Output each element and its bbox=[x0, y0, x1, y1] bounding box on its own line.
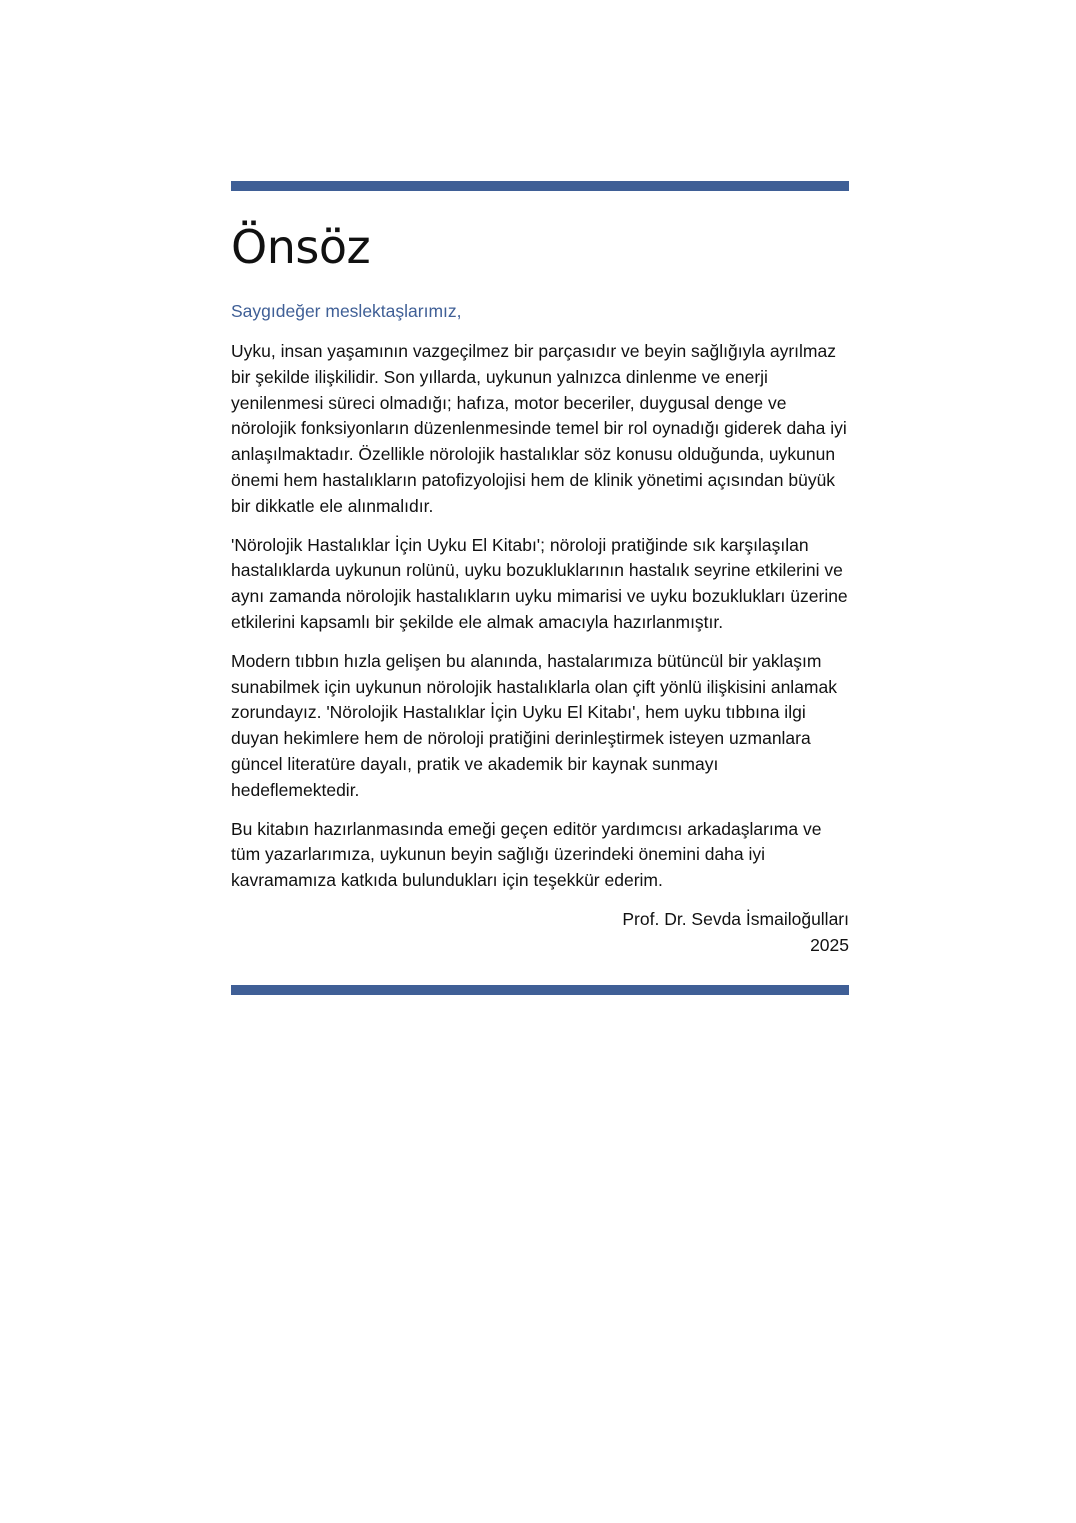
signature-name: Prof. Dr. Sevda İsmailoğulları bbox=[622, 908, 849, 929]
paragraph-3: Modern tıbbın hızla gelişen bu alanında, hastalarımıza bütüncül bir yaklaşım sunabilmek için uykunun nörolojik hastalıklarla olan çift yönlü ilişkisini anlamak zorundayız. 'Nörolojik Hastalıklar İçin Uyku El Kitabı', hem uyku tıbbına ilgi duyan hekimlere hem de nöroloji pratiğini derinleştirmek isteyen uzmanlara güncel literatüre dayalı, pratik ve akademik bir kaynak sunmayı hedeflemektedir. bbox=[231, 650, 837, 800]
paragraph-4: Bu kitabın hazırlanmasında emeği geçen editör yardımcısı arkadaşlarıma ve tüm yazarlarımıza, uykunun beyin sağlığı üzerindeki önemini daha iyi kavramamıza katkıda bulundukları için teşekkür ederim. bbox=[231, 818, 822, 891]
bottom-divider bbox=[231, 985, 849, 995]
page-title: Önsöz bbox=[231, 220, 371, 274]
salutation: Saygıdeğer meslektaşlarımız, bbox=[231, 301, 462, 321]
preface-page bbox=[231, 181, 849, 995]
signature-block bbox=[231, 907, 849, 959]
paragraph-1: Uyku, insan yaşamının vazgeçilmez bir parçasıdır ve beyin sağlığıyla ayrılmaz bir şekilde ilişkilidir. Son yıllarda, uykunun yalnızca dinlenme ve enerji yenilenmesi süreci olmadığı; hafıza, motor beceriler, duygusal denge ve nörolojik fonksiyonların düzenlenmesinde temel bir rol oynadığı giderek daha iyi anlaşılmaktadır. Özellikle nörolojik hastalıklar söz konusu olduğunda, uykunun önemi hem hastalıkların patofizyolojisi hem de klinik yönetimi açısından büyük bir dikkatle ele alınmalıdır. bbox=[231, 341, 847, 516]
paragraph-2: 'Nörolojik Hastalıklar İçin Uyku El Kitabı'; nöroloji pratiğinde sık karşılaşılan hastalıklarda uykunun rolünü, uyku bozukluklarının hastalık seyrine etkilerini ve aynı zamanda nörolojik hastalıkların uyku mimarisi ve uyku bozuklukları üzerine etkilerini kapsamlı bir şekilde ele almak amacıyla hazırlanmıştır. bbox=[231, 534, 848, 632]
signature-year: 2025 bbox=[810, 934, 849, 955]
top-divider bbox=[231, 181, 849, 191]
